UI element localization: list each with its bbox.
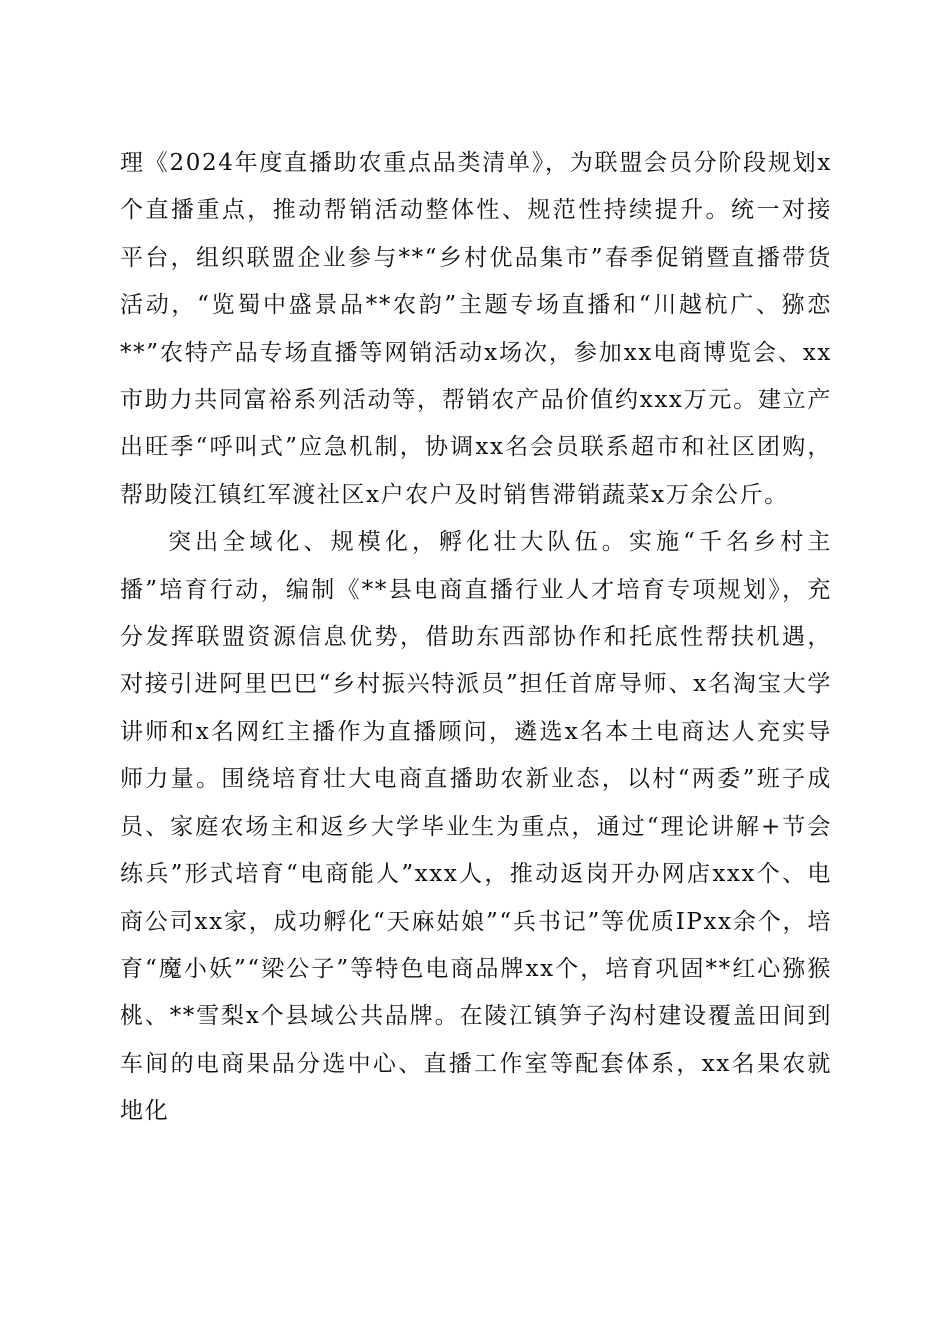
paragraph-1: 理《2024年度直播助农重点品类清单》，为联盟会员分阶段规划x个直播重点，推动帮销活动整体性、规范性持续提升。统一对接平台，组织联盟企业参与**“乡村优品集市”春季促销暨直播带货活动，“览蜀中盛景品**农韵”主题专场直播和“川越杭广、猕恋**”农特产品专场直播等网销活动x场次，参加xx电商博览会、xx市助力共同富裕系列活动等，帮销农产品价值约xxx万元。建立产出旺季“呼叫式”应急机制，协调xx名会员联系超市和社区团购，帮助陵江镇红军渡社区x户农户及时销售滞销蔬菜x万余公斤。 xyxy=(120,150,832,508)
document-body xyxy=(120,140,832,1136)
paragraph-2: 突出全域化、规模化，孵化壮大队伍。实施“千名乡村主播”培育行动，编制《**县电商直播行业人才培育专项规划》，充分发挥联盟资源信息优势，借助东西部协作和托底性帮扶机遇，对接引进阿里巴巴“乡村振兴特派员”担任首席导师、x名淘宝大学讲师和x名网红主播作为直播顾问，遴选x名本土电商达人充实导师力量。围绕培育壮大电商直播助农新业态，以村“两委”班子成员、家庭农场主和返乡大学毕业生为重点，通过“理论讲解+节会练兵”形式培育“电商能人”xxx人，推动返岗开办网店xxx个、电商公司xx家，成功孵化“天麻姑娘”“兵书记”等优质IPxx余个，培育“魔小妖”“梁公子”等特色电商品牌xx个，培育巩固**红心猕猴桃、**雪梨x个县域公共品牌。在陵江镇笋子沟村建设覆盖田间到车间的电商果品分选中心、直播工作室等配套体系，xx名果农就地化 xyxy=(120,529,832,1125)
